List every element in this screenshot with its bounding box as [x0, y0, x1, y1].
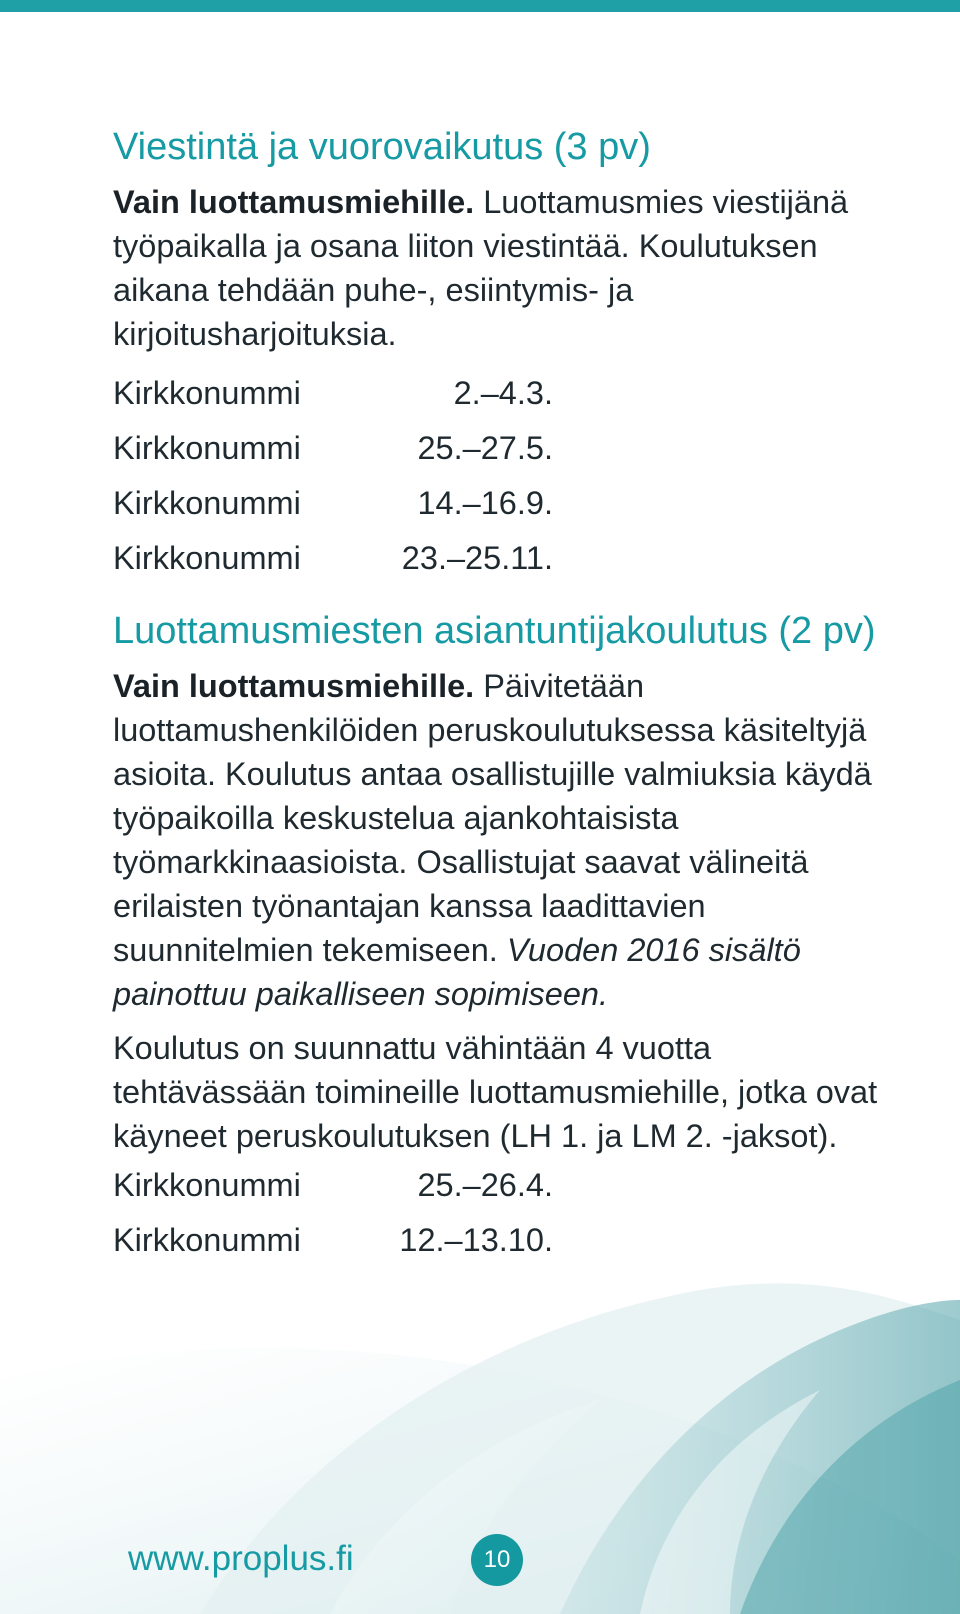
description-italic: Vuoden 2016 sisältö painottuu paikalliseen sopimiseen. [113, 932, 801, 1012]
schedule-row [113, 476, 903, 531]
audience-lead: Vain luottamusmiehille. [113, 184, 475, 220]
schedule-place: Kirkkonummi [113, 430, 301, 466]
section-heading: Luottamusmiesten asiantuntijakoulutus (2 pv) [113, 610, 876, 652]
course-viestinta [113, 124, 903, 586]
audience-lead: Vain luottamusmiehille. [113, 668, 475, 704]
schedule-place: Kirkkonummi [113, 1222, 301, 1258]
schedule-place: Kirkkonummi [113, 1167, 301, 1203]
website-link[interactable]: www.proplus.fi [128, 1539, 354, 1578]
schedule-date: 12.–13.10. [399, 1222, 553, 1258]
schedule-row [113, 366, 903, 421]
course-description [113, 664, 903, 1016]
main-content [113, 124, 903, 1268]
schedule-date: 25.–26.4. [417, 1167, 553, 1203]
page-number-badge: 10 [471, 1534, 523, 1586]
schedule-place: Kirkkonummi [113, 540, 301, 576]
schedule-row [113, 1158, 903, 1213]
schedule-row [113, 421, 903, 476]
schedule-date: 23.–25.11. [401, 540, 553, 576]
course-asiantuntijakoulutus [113, 608, 903, 1268]
schedule [113, 1158, 903, 1268]
schedule [113, 366, 903, 586]
schedule-date: 25.–27.5. [417, 430, 553, 466]
section-heading: Viestintä ja vuorovaikutus (3 pv) [113, 126, 651, 168]
description-text: Päivitetään luottamushenkilöiden peruskoulutuksessa käsiteltyjä asioita. Koulutus antaa osallistujille valmiuksia käydä työpaikoilla keskustelua ajankohtaisista työmarkkinaasioista. Osallistujat saavat välineitä erilaisten työnantajan kanssa laadittavien suunnitelmien tekemiseen. [113, 668, 872, 968]
schedule-date: 14.–16.9. [417, 485, 553, 521]
course-description [113, 180, 903, 356]
schedule-row [113, 1213, 903, 1268]
schedule-row [113, 531, 903, 586]
course-requirements: Koulutus on suunnattu vähintään 4 vuotta tehtävässään toimineille luottamusmiehille, jotka ovat käyneet peruskoulutuksen (LH 1. ja LM 2. -jaksot). [113, 1030, 878, 1154]
schedule-place: Kirkkonummi [113, 375, 301, 411]
schedule-place: Kirkkonummi [113, 485, 301, 521]
schedule-date: 2.–4.3. [453, 375, 553, 411]
description-text: Luottamusmies viestijänä työpaikalla ja osana liiton viestintää. Koulutuksen aikana tehdään puhe-, esiintymis- ja kirjoitusharjoituksia. [113, 184, 849, 352]
